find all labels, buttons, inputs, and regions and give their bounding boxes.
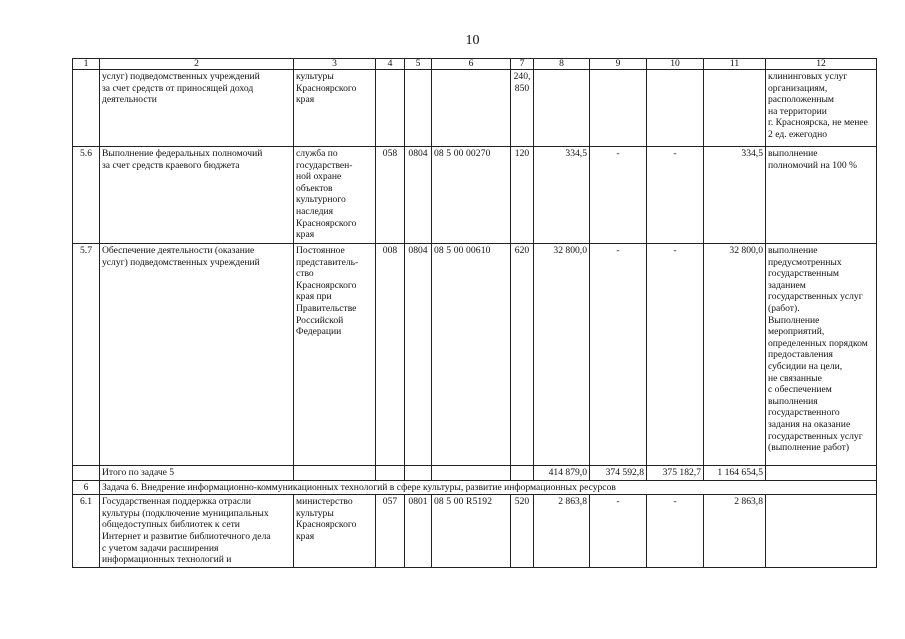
header-cell: 5 bbox=[405, 59, 432, 70]
row-id: 5.7 bbox=[73, 244, 100, 466]
total-blank bbox=[405, 466, 432, 481]
row-vr: 520 bbox=[511, 495, 534, 568]
row-csr bbox=[432, 147, 511, 244]
total-row bbox=[73, 466, 877, 481]
total-blank bbox=[432, 466, 511, 481]
row-y3: - bbox=[647, 244, 704, 466]
row-name: Обеспечение деятельности (оказание услуг) подведомственных учреждений bbox=[100, 244, 294, 466]
row-y2 bbox=[590, 70, 647, 147]
header-cell: 8 bbox=[534, 59, 590, 70]
csr-part: 08 bbox=[434, 148, 444, 159]
row-vr: 620 bbox=[511, 244, 534, 466]
csr-part: 5 bbox=[446, 245, 452, 256]
table-row bbox=[73, 244, 877, 466]
row-y1: 32 800,0 bbox=[534, 244, 590, 466]
total-blank bbox=[73, 466, 100, 481]
header-cell: 4 bbox=[376, 59, 405, 70]
row-name: Государственная поддержка отрасли культуры (подключение муниципальных общедоступных библиотек к сети Интернет и развитие библиотечного дела с учетом задачи расширения информационных технологий и bbox=[100, 495, 294, 568]
total-blank bbox=[294, 466, 376, 481]
total-y2: 374 592,8 bbox=[590, 466, 647, 481]
row-agency: Постоянное представитель- ство Красноярского края при Правительстве Российской Федерации bbox=[294, 244, 376, 466]
total-blank bbox=[766, 466, 877, 481]
header-cell: 6 bbox=[432, 59, 511, 70]
csr-part: 00270 bbox=[466, 148, 491, 159]
task-label: Задача 6. Внедрение информационно-коммуникационных технологий в сфере культуры, развитие информационных ресурсов bbox=[100, 480, 877, 495]
header-cell: 9 bbox=[590, 59, 647, 70]
total-label: Итого по задаче 5 bbox=[100, 466, 294, 481]
row-csr bbox=[432, 244, 511, 466]
row-csr bbox=[432, 70, 511, 147]
csr-part: 5 bbox=[446, 148, 452, 159]
row-vr: 120 bbox=[511, 147, 534, 244]
total-sum: 1 164 654,5 bbox=[704, 466, 766, 481]
total-blank bbox=[376, 466, 405, 481]
header-cell: 1 bbox=[73, 59, 100, 70]
row-y2: - bbox=[590, 495, 647, 568]
row-grbs: 058 bbox=[376, 147, 405, 244]
row-result: выполнение предусмотренных государственным заданием государственных услуг (работ). Выполнение мероприятий, определенных порядком предоставления субсидии на цели, не связанные с обеспечением выполнения государственного задания на оказание государственных услуг (выполнение работ) bbox=[766, 244, 877, 466]
table-row bbox=[73, 70, 877, 147]
table-row bbox=[73, 147, 877, 244]
task-id: 6 bbox=[73, 480, 100, 495]
row-y2: - bbox=[590, 147, 647, 244]
header-cell: 11 bbox=[704, 59, 766, 70]
row-y2: - bbox=[590, 244, 647, 466]
table-row bbox=[73, 495, 877, 568]
row-rzpr bbox=[405, 70, 432, 147]
row-y1 bbox=[534, 70, 590, 147]
row-y3: - bbox=[647, 495, 704, 568]
row-vr: 240, 850 bbox=[511, 70, 534, 147]
row-rzpr: 0804 bbox=[405, 244, 432, 466]
row-y1: 334,5 bbox=[534, 147, 590, 244]
row-total bbox=[704, 70, 766, 147]
csr-part: 00610 bbox=[466, 245, 491, 256]
header-cell: 7 bbox=[511, 59, 534, 70]
csr-part: 00 bbox=[453, 148, 464, 159]
total-y3: 375 182,7 bbox=[647, 466, 704, 481]
program-table bbox=[72, 58, 877, 568]
row-result: выполнение полномочий на 100 % bbox=[766, 147, 877, 244]
csr-part: 08 bbox=[434, 245, 444, 256]
header-cell: 10 bbox=[647, 59, 704, 70]
total-blank bbox=[511, 466, 534, 481]
task-row bbox=[73, 480, 877, 495]
row-rzpr: 0804 bbox=[405, 147, 432, 244]
row-y3: - bbox=[647, 147, 704, 244]
row-id bbox=[73, 70, 100, 147]
row-grbs bbox=[376, 70, 405, 147]
row-total: 32 800,0 bbox=[704, 244, 766, 466]
row-id: 5.6 bbox=[73, 147, 100, 244]
row-total: 2 863,8 bbox=[704, 495, 766, 568]
csr-part: 08 bbox=[434, 496, 444, 508]
row-total: 334,5 bbox=[704, 147, 766, 244]
header-cell: 2 bbox=[100, 59, 294, 70]
row-id: 6.1 bbox=[73, 495, 100, 568]
csr-part: 00 bbox=[453, 496, 464, 508]
row-name: Выполнение федеральных полномочий за счет средств краевого бюджета bbox=[100, 147, 294, 244]
header-cell: 3 bbox=[294, 59, 376, 70]
page-number: 10 bbox=[465, 33, 480, 48]
row-rzpr: 0801 bbox=[405, 495, 432, 568]
row-y3 bbox=[647, 70, 704, 147]
row-result: клининговых услуг организациям, расположенным на территории г. Красноярска, не менее 2 ед. ежегодно bbox=[766, 70, 877, 147]
row-y1: 2 863,8 bbox=[534, 495, 590, 568]
row-agency: министерство культуры Красноярского края bbox=[294, 495, 376, 568]
header-cell: 12 bbox=[766, 59, 877, 70]
csr-part: 5 bbox=[446, 496, 452, 508]
row-grbs: 008 bbox=[376, 244, 405, 466]
row-result bbox=[766, 495, 877, 568]
row-csr bbox=[432, 495, 511, 568]
row-name: услуг) подведомственных учреждений за счет средств от приносящей доход деятельности bbox=[100, 70, 294, 147]
csr-part: R5192 bbox=[466, 496, 493, 508]
csr-part: 00 bbox=[453, 245, 464, 256]
row-agency: служба по государствен- ной охране объектов культурного наследия Красноярского края bbox=[294, 147, 376, 244]
header-row bbox=[73, 59, 877, 70]
total-y1: 414 879,0 bbox=[534, 466, 590, 481]
row-agency: культуры Красноярского края bbox=[294, 70, 376, 147]
row-grbs: 057 bbox=[376, 495, 405, 568]
